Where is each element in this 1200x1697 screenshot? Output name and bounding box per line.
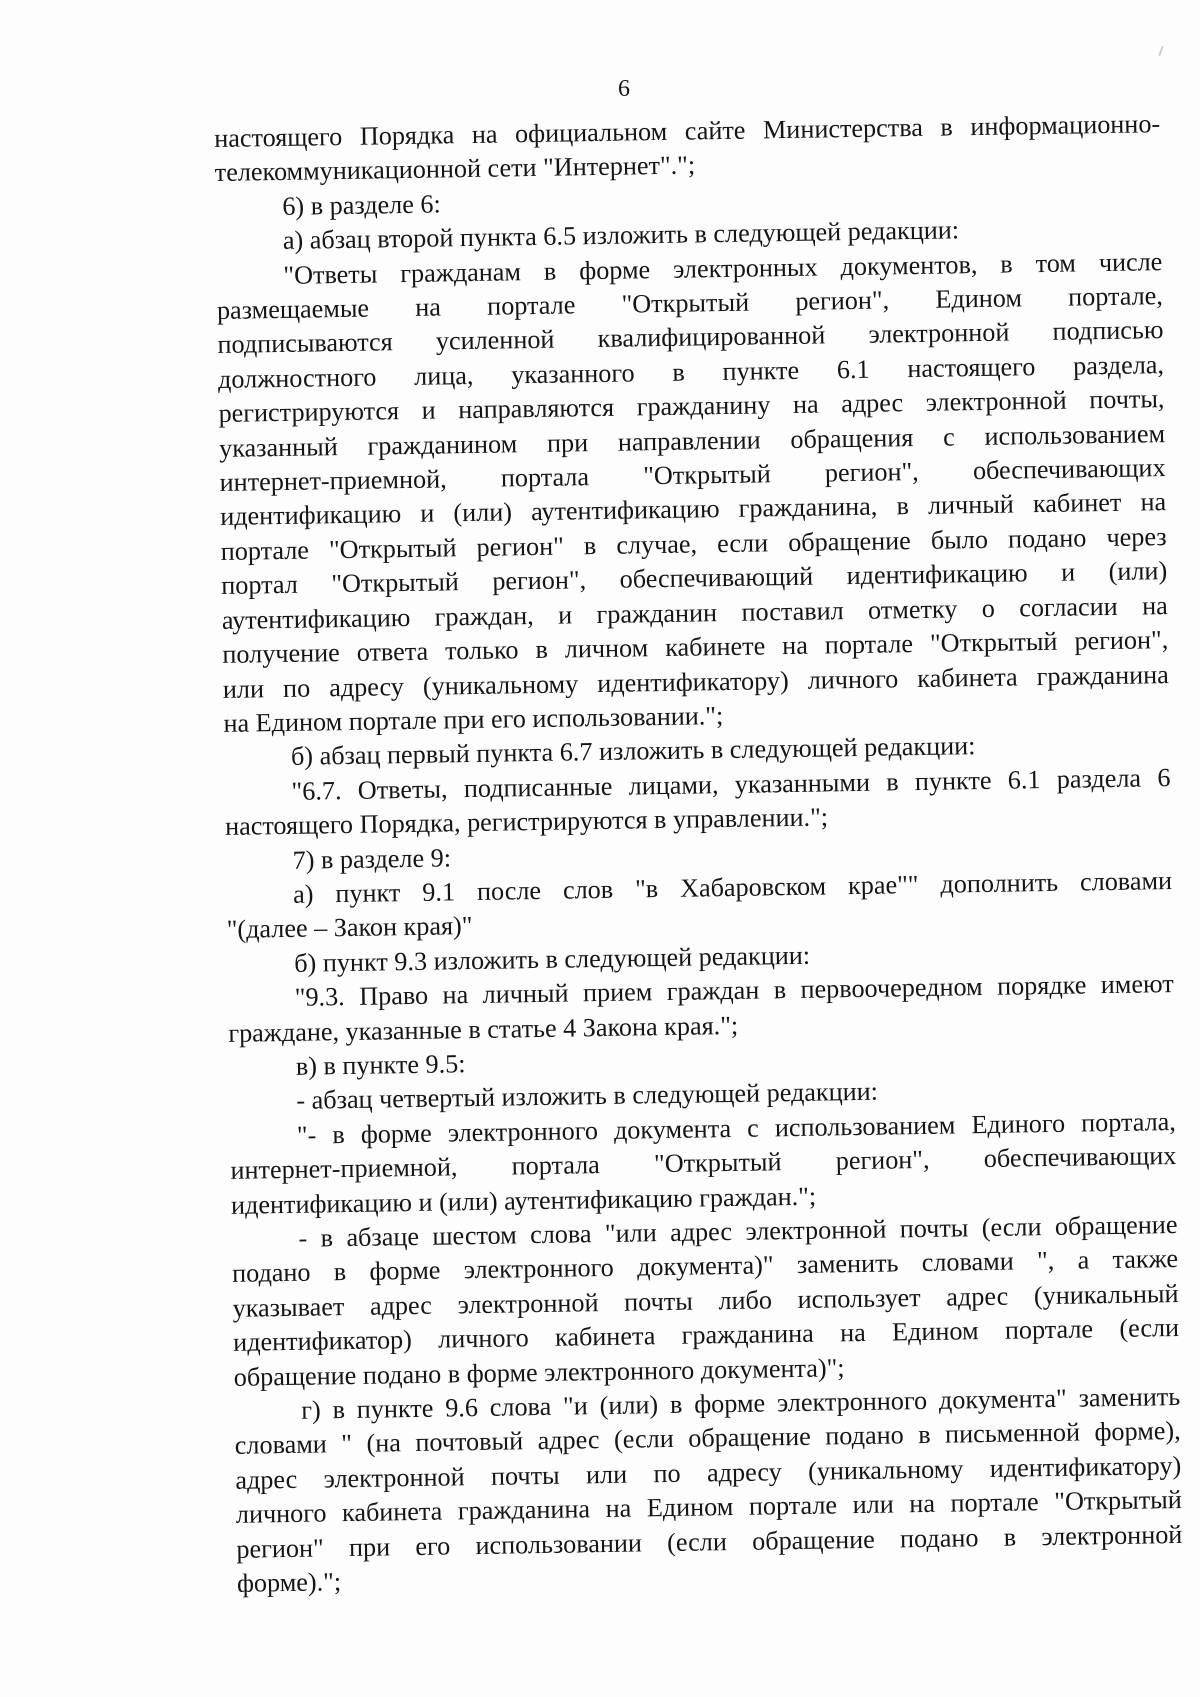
text-line: а) абзац второй пункта 6.5 изложить в следующей редакции: (282, 215, 960, 256)
text-line: "(далее – Закон края)" (226, 911, 473, 945)
text-line: подписываются усиленной квалифицированной электронной подписью (217, 315, 1164, 360)
text-line: портал "Открытый регион", обеспечивающий идентификацию и (или) (221, 556, 1168, 601)
text-line: "- в форме электронного документа с использованием Единого портала, (296, 1106, 1177, 1150)
text-line: обращение подано в форме электронного документа)"; (233, 1352, 845, 1392)
text-line: идентификатор) личного кабинета гражданина на Едином портале (если (232, 1313, 1180, 1358)
paragraph (234, 1380, 1183, 1601)
text-line: интернет-приемной, портала "Открытый регион", обеспечивающих (219, 453, 1166, 498)
text-line: б) абзац первый пункта 6.7 изложить в следующей редакции: (290, 731, 976, 772)
text-line: идентификацию и (или) аутентификацию гражданина, в личный кабинет на (219, 487, 1167, 532)
text-line: граждане, указанные в статье 4 Закона края."; (228, 1010, 739, 1048)
text-line: подано в форме электронного документа)" заменить словами ", а также (231, 1244, 1179, 1289)
text-line: г) в пункте 9.6 слова "и (или) в форме электронного документа" заменить (301, 1382, 1181, 1425)
text-line: настоящего Порядка, регистрируются в управлении."; (224, 802, 829, 842)
text-line: "9.3. Право на личный прием граждан в первоочередном порядке имеют (294, 969, 1174, 1012)
text-line: "Ответы гражданам в форме электронных документов, в том числе (283, 246, 1163, 290)
text-line: а) пункт 9.1 после слов "в Хабаровском крае"" дополнить словами (292, 865, 1173, 909)
text-line: интернет-приемной, портала "Открытый регион", обеспечивающих (230, 1141, 1177, 1186)
text-line: идентификацию и (или) аутентификацию граждан."; (230, 1181, 817, 1220)
text-line: личного кабинета гражданина на Едином портале или на портале "Открытый (235, 1485, 1182, 1530)
text-line: 6) в разделе 6: (282, 189, 441, 221)
text-line: получение ответа только в личном кабинете на портале "Открытый регион", (222, 625, 1169, 670)
text-line: размещаемые на портале "Открытый регион", Едином портале, (216, 281, 1164, 326)
text-line: 7) в разделе 9: (292, 842, 452, 875)
text-line: регистрируются и направляются гражданину на адрес электронной почты, (218, 384, 1165, 429)
text-line: указанный гражданином при направлении обращения с использованием (218, 418, 1166, 463)
page-number: 6 (618, 76, 630, 102)
text-line: - в абзаце шестом слова "или адрес электронной почты (если обращение (298, 1210, 1178, 1253)
text-line: форме)."; (236, 1567, 342, 1598)
scan-mark (1158, 46, 1163, 56)
text-line: телекоммуникационной сети "Интернет"."; (214, 150, 696, 188)
text-line: адрес электронной почты или по адресу (уникальному идентификатору) (235, 1450, 1182, 1495)
text-line: или по адресу (уникальному идентификатору) личного кабинета гражданина (222, 659, 1170, 704)
text-line: словами " (на почтовый адрес (если обращение подано в письменной форме), (234, 1416, 1181, 1461)
text-line: регион" при его использовании (если обращение подано в электронной (236, 1519, 1183, 1564)
document-body (214, 107, 1183, 1601)
text-line: - абзац четвертый изложить в следующей редакции: (296, 1077, 879, 1116)
text-line: настоящего Порядка на официальном сайте Министерства в информационно- (214, 109, 1161, 153)
text-line: б) пункт 9.3 изложить в следующей редакции: (293, 940, 811, 978)
text-line: указывает адрес электронной почты либо использует адрес (уникальный (232, 1278, 1179, 1323)
text-line: портале "Открытый регион" в случае, если обращение было подано через (220, 521, 1167, 566)
paragraph (216, 245, 1169, 741)
text-line: "6.7. Ответы, подписанные лицами, указанными в пункте 6.1 раздела 6 (291, 762, 1171, 806)
paragraph (230, 1105, 1178, 1223)
paragraph (231, 1208, 1180, 1395)
text-line: в) в пункте 9.5: (295, 1049, 466, 1081)
text-line: на Едином портале при его использовании."; (223, 700, 724, 738)
text-line: должностного лица, указанного в пункте 6.1 настоящего раздела, (217, 349, 1165, 394)
text-line: аутентификацию граждан, и гражданин поставил отметку о согласии на (221, 590, 1168, 635)
